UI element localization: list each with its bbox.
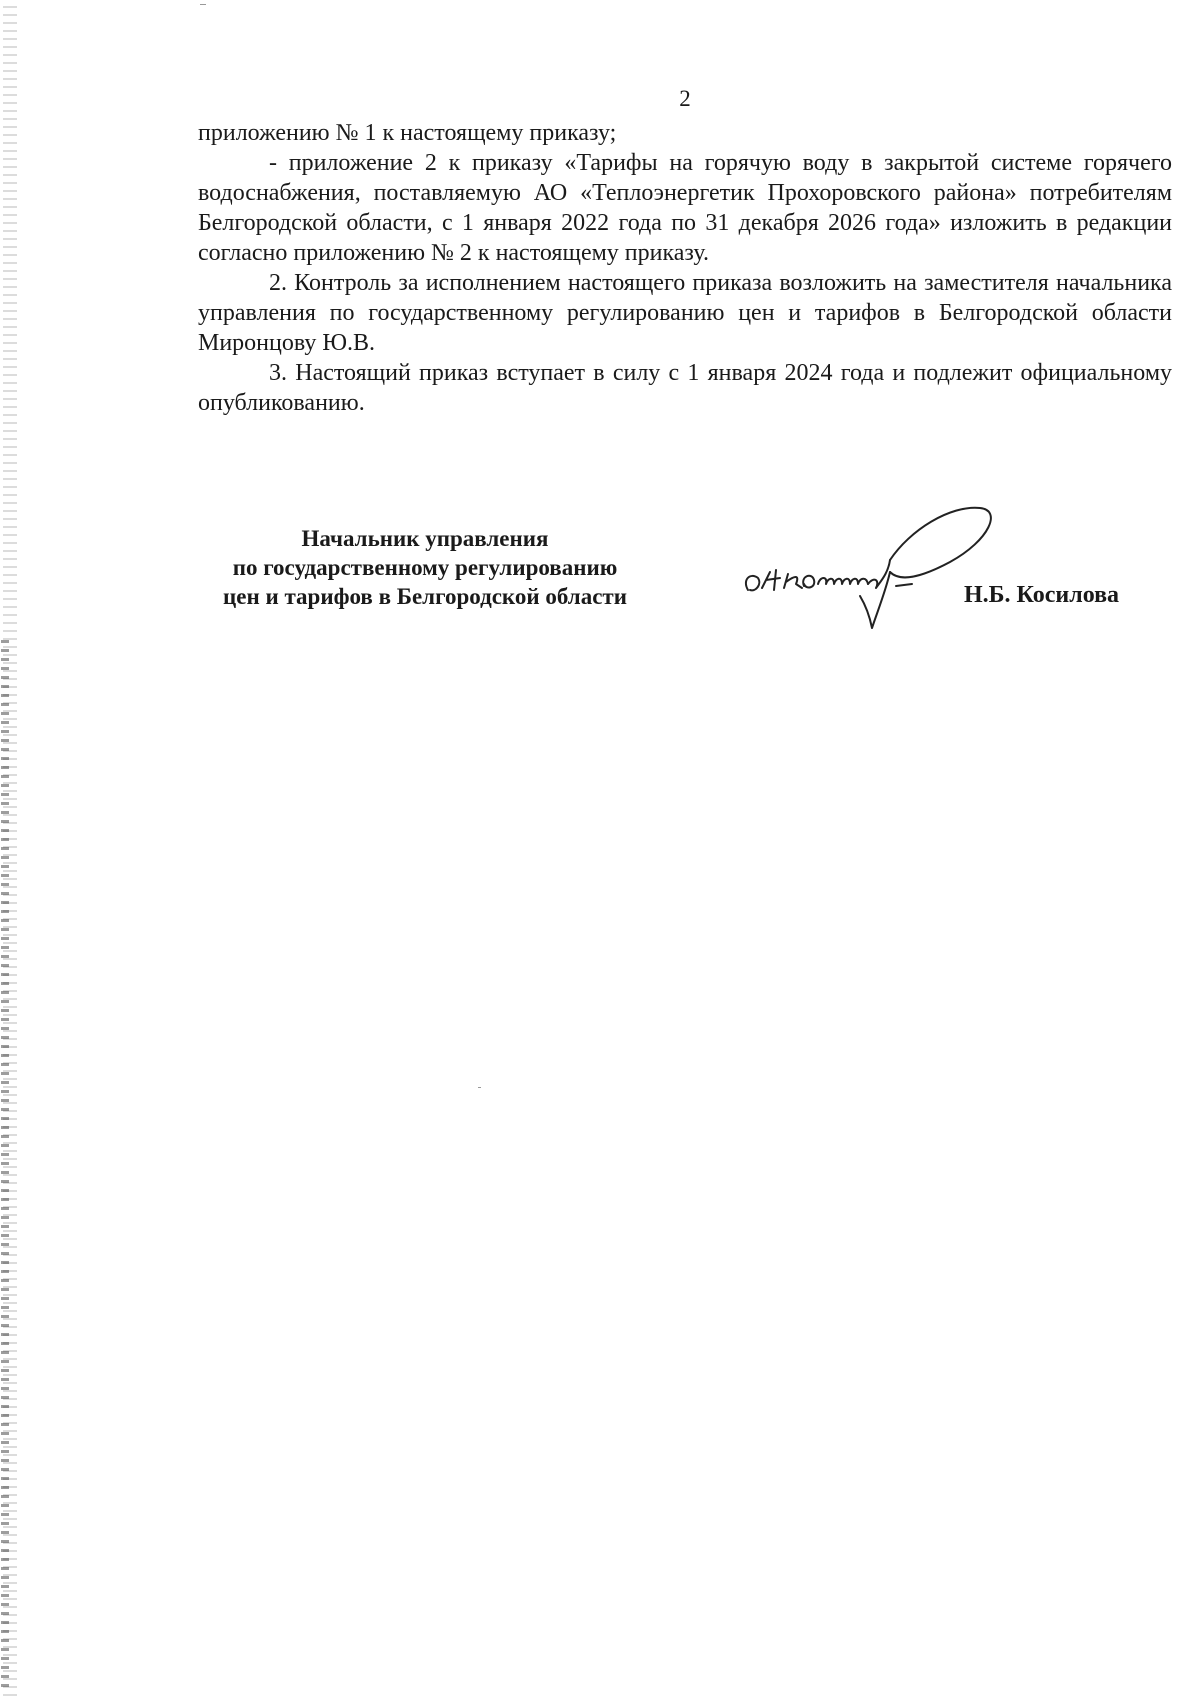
- paragraph-effective-date: 3. Настоящий приказ вступает в силу с 1 января 2024 года и подлежит официальному опубликованию.: [198, 360, 1172, 416]
- signatory-title-line: цен и тарифов в Белгородской области: [223, 584, 627, 609]
- scan-speck: [478, 1087, 481, 1088]
- signatory-title-line: Начальник управления: [301, 526, 549, 551]
- paragraph-control: 2. Контроль за исполнением настоящего приказа возложить на заместителя начальника управления по государственному регулированию цен и тарифов в Белгородской области Миронцову Ю.В.: [198, 270, 1172, 356]
- signatory-title-line: по государственному регулированию: [232, 555, 618, 580]
- paragraph-appendix-2: - приложение 2 к приказу «Тарифы на горячую воду в закрытой системе горячего водоснабжения, поставляемую АО «Теплоэнергетик Прохоровского района» потребителям Белгородской области, с 1 января 2022 года по 31 декабря 2026 года» изложить в редакции согласно приложению № 2 к настоящему приказу.: [198, 150, 1172, 266]
- paragraph-continuation: приложению № 1 к настоящему приказу;: [198, 120, 617, 146]
- scan-edge-artifact: [1, 640, 9, 1690]
- scan-speck: [200, 4, 206, 5]
- signatory-title: [185, 524, 665, 611]
- document-body: [198, 118, 1172, 418]
- handwritten-signature: [740, 500, 1040, 640]
- page-number: 2: [679, 86, 691, 111]
- signer-name: Н.Б. Косилова: [964, 582, 1120, 608]
